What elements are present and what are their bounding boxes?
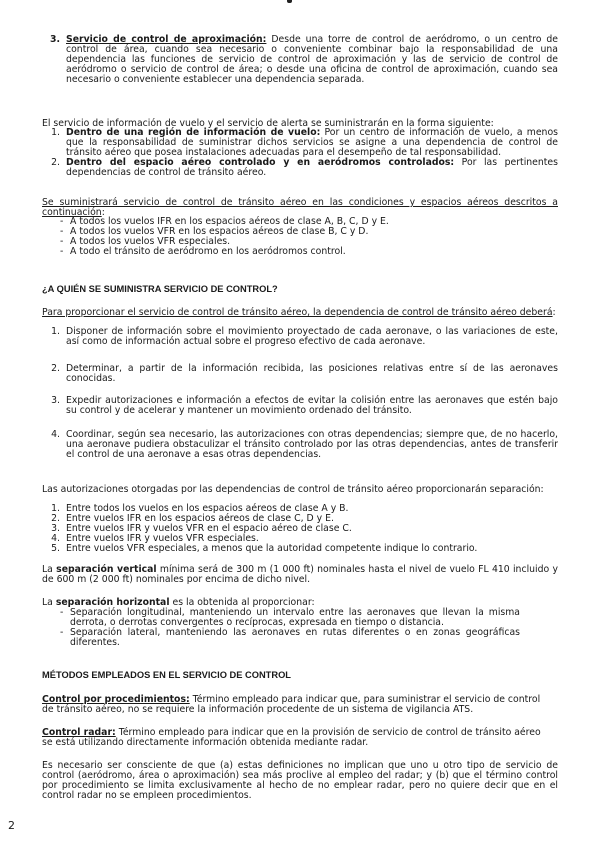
item-number: 4. [51,429,60,440]
item-text: Entre vuelos VFR especiales, a menos que la autoridad competente indique lo contrario. [66,543,478,555]
list-item-text: A todos los vuelos VFR especiales. [70,236,231,248]
intro-underlined: Para proporcionar el servicio de control de tránsito aéreo, la dependencia de control de tránsito aéreo deberá [42,307,553,318]
list-item [46,158,558,178]
closing-paragraph: Es necesario ser consciente de que (a) estas definiciones no implican que uno u otro tipo de servicio de control (aeródromo, área o aproximación) sea más proclive al empleo del radar; y (b) que el término control por procedimiento se limita exclusivamente al hecho de no emplear radar, pero no quiere decir que en el control radar no se empleen procedimientos. [42,760,558,802]
list-item-text: A todos los vuelos VFR en los espacios aéreos de clase B, C y D. [70,226,369,238]
item-text: Coordinar, según sea necesario, las autorizaciones con otras dependencias; siempre que, de no hacerlo, una aeronave pudiera obstaculizar el tránsito controlado por las otras dependencias, antes de transferir el control de una aeronave a esas otras dependencias. [66,429,558,461]
list-item: - A todos los vuelos IFR en los espacios aéreos de clase A, B, C, D y E. [60,217,558,227]
methods-heading: MÉTODOS EMPLEADOS EN EL SERVICIO DE CONTROL [42,670,291,680]
item-text: Entre vuelos IFR y vuelos VFR especiales. [66,533,259,545]
list-item: - A todos los vuelos VFR especiales. [60,237,558,247]
list-item-text: A todo el tránsito de aeródromo en los aeródromos control. [70,246,346,258]
item-number: 2. [51,157,60,169]
list-item [46,544,558,554]
page-number: 2 [8,819,15,832]
approach-control-item [46,35,558,85]
item-text: Disponer de información sobre el movimiento proyectado de cada aeronave, o las variaciones de este, así como de información actual sobre el progreso efectivo de cada aeronave. [66,326,558,348]
list-item [46,128,558,158]
list-item [46,430,558,460]
list-item: - Separación lateral, manteniendo las aeronaves en rutas diferentes o en zonas geográficas diferentes. [60,627,520,649]
item-body: Por un centro de información de vuelo, a menos que la responsabilidad de suministrar dichos servicios se asigne a una dependencia de control de tránsito aéreo que posea instalaciones adecuadas para el desempeño de tal responsabilidad. [66,127,558,159]
item-number: 1. [51,326,60,337]
body-text: Término empleado para indicar que, para suministrar el servicio de control de tránsito aéreo, no se requiere la información procedente de un sistema de vigilancia ATS. [42,694,541,716]
who-heading: ¿A QUIÉN SE SUMINISTRA SERVICIO DE CONTROL? [42,284,278,294]
item-body: Por las pertinentes dependencias de control de tránsito aéreo. [66,157,558,179]
item-text: Expedir autorizaciones e información a efectos de evitar la colisión entre las aeronaves que estén bajo su control y de acelerar y mantener un movimiento ordenado del tránsito. [66,395,558,417]
item-title: Servicio de control de aproximación: [66,34,267,45]
term: separación horizontal [55,597,170,608]
intro-end: : [552,307,556,318]
item-number: 2. [51,513,60,525]
item-text: Determinar, a partir de la información recibida, las posiciones relativas entre sí de las aeronaves conocidas. [66,363,558,385]
lead-text: La [42,597,56,608]
document-page [42,0,558,848]
item-title: Dentro del espacio aéreo controlado y en aeródromos controlados: [66,157,455,169]
term: Control por procedimientos: [42,694,190,705]
list-item-text: Separación longitudinal, manteniendo un intervalo entre las aeronaves que llevan la misma derrota, o derrotas convergentes o recíprocas, expresada en tiempo o distancia. [70,607,520,629]
body-text: Término empleado para indicar que en la provisión de servicio de control de tránsito aéreo se está utilizando directamente información obtenida mediante radar. [42,727,541,749]
separation-list [46,504,558,554]
item-number: 3. [51,523,60,535]
body-text: es la obtenida al proporcionar: [169,597,315,608]
item-number: 1. [51,503,60,514]
list-item [46,364,558,384]
term: separación vertical [56,564,157,575]
atc-conditions-list [60,217,558,257]
item-number: 4. [51,533,60,545]
list-item: - A todo el tránsito de aeródromo en los aeródromos control. [60,247,558,257]
list-item-text: A todos los vuelos IFR en los espacios aéreos de clase A, B, C, D y E. [70,216,389,227]
flight-info-intro: El servicio de información de vuelo y el servicio de alerta se suministrarán en la forma siguiente: [42,118,494,129]
separation-intro: Las autorizaciones otorgadas por las dependencias de control de tránsito aéreo proporcionarán separación: [42,484,544,495]
item-text: Entre todos los vuelos en los espacios aéreos de clase A y B. [66,503,349,514]
item-body: Desde una torre de control de aeródromo, o un centro de control de área, cuando sea necesario o conveniente combinar bajo la responsabilidad de una dependencia las funciones de servicio de control de aproximación y las de servicio de control de aeródromo o servicio de control de área; o desde una oficina de control de aproximación, cuando sea necesario o conveniente establecer una dependencia separada. [66,34,559,86]
list-item-text: Separación lateral, manteniendo las aeronaves en rutas diferentes o en zonas geográficas diferentes. [70,627,520,649]
item-number: 1. [51,127,60,138]
radar-control [42,728,547,748]
item-number: 5. [51,543,60,555]
provide-intro [42,308,558,318]
procedural-control [42,695,547,715]
item-number: 3. [51,395,60,406]
lead-text: La [42,564,57,575]
list-item: - A todos los vuelos VFR en los espacios aéreos de clase B, C y D. [60,227,558,237]
list-item [46,327,558,347]
list-item: - Separación longitudinal, manteniendo un intervalo entre las aeronaves que llevan la misma derrota, o derrotas convergentes o recíprocas, expresada en tiempo o distancia. [60,607,520,629]
item-text: Entre vuelos IFR en los espacios aéreos de clase C, D y E. [66,513,334,525]
item-title: Dentro de una región de información de vuelo: [66,127,321,138]
item-text [66,158,558,178]
item-text [66,35,558,85]
vertical-separation [42,565,558,585]
list-item [46,396,558,416]
intro-underlined: Se suministrará servicio de control de tránsito aéreo en las condiciones y espacios aéreos descritos a continuación [42,197,558,219]
horizontal-list [60,608,520,648]
term: Control radar: [42,727,116,738]
intro-end: : [101,207,105,219]
body-text: mínima será de 300 m (1 000 ft) nominales hasta el nivel de vuelo FL 410 incluido y de 600 m (2 000 ft) nominales por encima de dicho nivel. [42,564,558,586]
item-text [66,128,558,158]
item-number: 2. [51,363,60,374]
item-text: Entre vuelos IFR y vuelos VFR en el espacio aéreo de clase C. [66,523,352,535]
item-number: 3. [49,34,60,45]
flight-info-list [46,128,558,178]
